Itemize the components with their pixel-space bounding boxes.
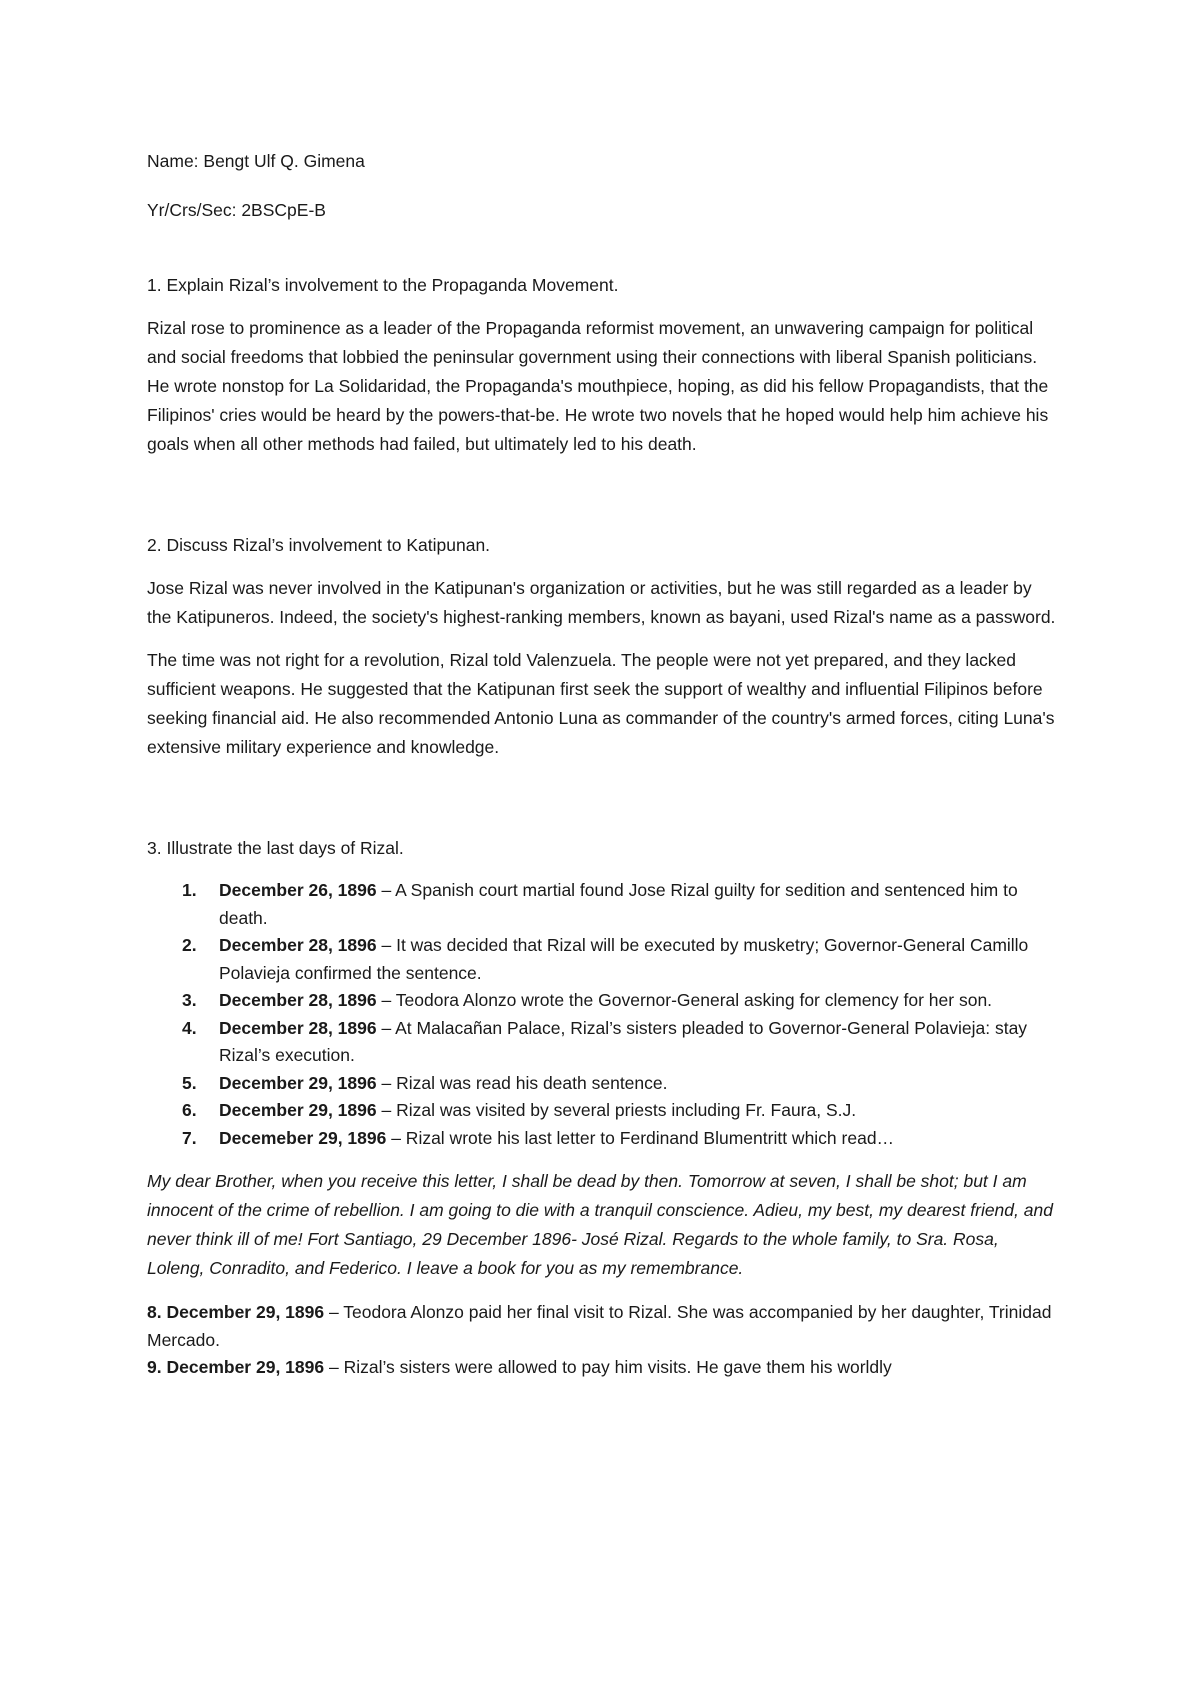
question-1: 1. Explain Rizal’s involvement to the Propaganda Movement. (147, 275, 619, 295)
answer-2-paragraph-1: Jose Rizal was never involved in the Katipunan's organization or activities, but he was still regarded as a leader by the Katipuneros. Indeed, the society's highest-ranking members, known as bayani, used Rizal's name as a password. (147, 578, 1056, 627)
event-date: December 29, 1896 (219, 1072, 377, 1093)
item-number: 8. (147, 1302, 162, 1322)
event-date: December 26, 1896 (219, 880, 377, 900)
document-body (147, 147, 1057, 1382)
student-name: Name: Bengt Ulf Q. Gimena (147, 151, 365, 171)
list-item-8 (147, 1299, 1057, 1354)
list-item (219, 1070, 1057, 1098)
list-item-9 (147, 1354, 1057, 1382)
event-date: December 29, 1896 (166, 1302, 325, 1322)
event-date: Decemeber 29, 1896 (219, 1127, 387, 1148)
year-course-section: Yr/Crs/Sec: 2BSCpE-B (147, 200, 326, 220)
list-item (219, 1125, 1057, 1153)
event-date: December 28, 1896 (219, 1017, 377, 1038)
event-date: December 28, 1896 (219, 990, 377, 1010)
event-date: December 29, 1896 (219, 1100, 377, 1120)
event-text: – Rizal’s sisters were allowed to pay him visits. He gave them his worldly (324, 1357, 892, 1377)
event-text: – A Spanish court martial found Jose Rizal guilty for sedition and sentenced him to death. (219, 880, 1018, 928)
event-date: December 29, 1896 (166, 1357, 325, 1377)
event-text: – It was decided that Rizal will be executed by musketry; Governor-General Camillo Polavieja confirmed the sentence. (219, 935, 1029, 983)
answer-2-paragraph-2: The time was not right for a revolution, Rizal told Valenzuela. The people were not yet prepared, and they lacked sufficient weapons. He suggested that the Katipunan first seek the support of wealthy and influential Filipinos before seeking financial aid. He also recommended Antonio Luna as commander of the country's armed forces, citing Luna's extensive military experience and knowledge. (147, 650, 1055, 757)
list-item (219, 1015, 1057, 1070)
blumentritt-letter: My dear Brother, when you receive this letter, I shall be dead by then. Tomorrow at seven, I shall be shot; but I am innocent of the crime of rebellion. I am going to die with a tranquil conscience. Adieu, my best, my dearest friend, and never think ill of me! Fort Santiago, 29 December 1896- José Rizal. Regards to the whole family, to Sra. Rosa, Loleng, Conradito, and Federico. I leave a book for you as my remembrance. (147, 1171, 1053, 1278)
event-date: December 28, 1896 (219, 935, 377, 955)
event-text: – Rizal wrote his last letter to Ferdinand Blumentritt which read… (386, 1127, 895, 1148)
event-text: – Teodora Alonzo paid her final visit to Rizal. She was accompanied by her daughter, Trinidad Mercado. (147, 1302, 1052, 1350)
last-days-list (147, 877, 1057, 1152)
question-3: 3. Illustrate the last days of Rizal. (147, 838, 404, 858)
event-text: – Rizal was visited by several priests including Fr. Faura, S.J. (376, 1100, 857, 1120)
event-text: – Teodora Alonzo wrote the Governor-General asking for clemency for her son. (376, 990, 993, 1010)
list-item (219, 877, 1057, 932)
list-item (219, 932, 1057, 987)
list-item (219, 987, 1057, 1015)
item-number: 9. (147, 1357, 162, 1377)
event-text: – At Malacañan Palace, Rizal’s sisters pleaded to Governor-General Polavieja: stay Rizal’s execution. (219, 1017, 1028, 1065)
list-item (219, 1097, 1057, 1125)
answer-1: Rizal rose to prominence as a leader of the Propaganda reformist movement, an unwavering campaign for political and social freedoms that lobbied the peninsular government using their connections with liberal Spanish politicians. He wrote nonstop for La Solidaridad, the Propaganda's mouthpiece, hoping, as did his fellow Propagandists, that the Filipinos' cries would be heard by the powers-that-be. He wrote two novels that he hoped would help him achieve his goals when all other methods had failed, but ultimately led to his death. (147, 318, 1049, 454)
question-2: 2. Discuss Rizal’s involvement to Katipunan. (147, 535, 491, 555)
event-text: – Rizal was read his death sentence. (376, 1072, 668, 1093)
